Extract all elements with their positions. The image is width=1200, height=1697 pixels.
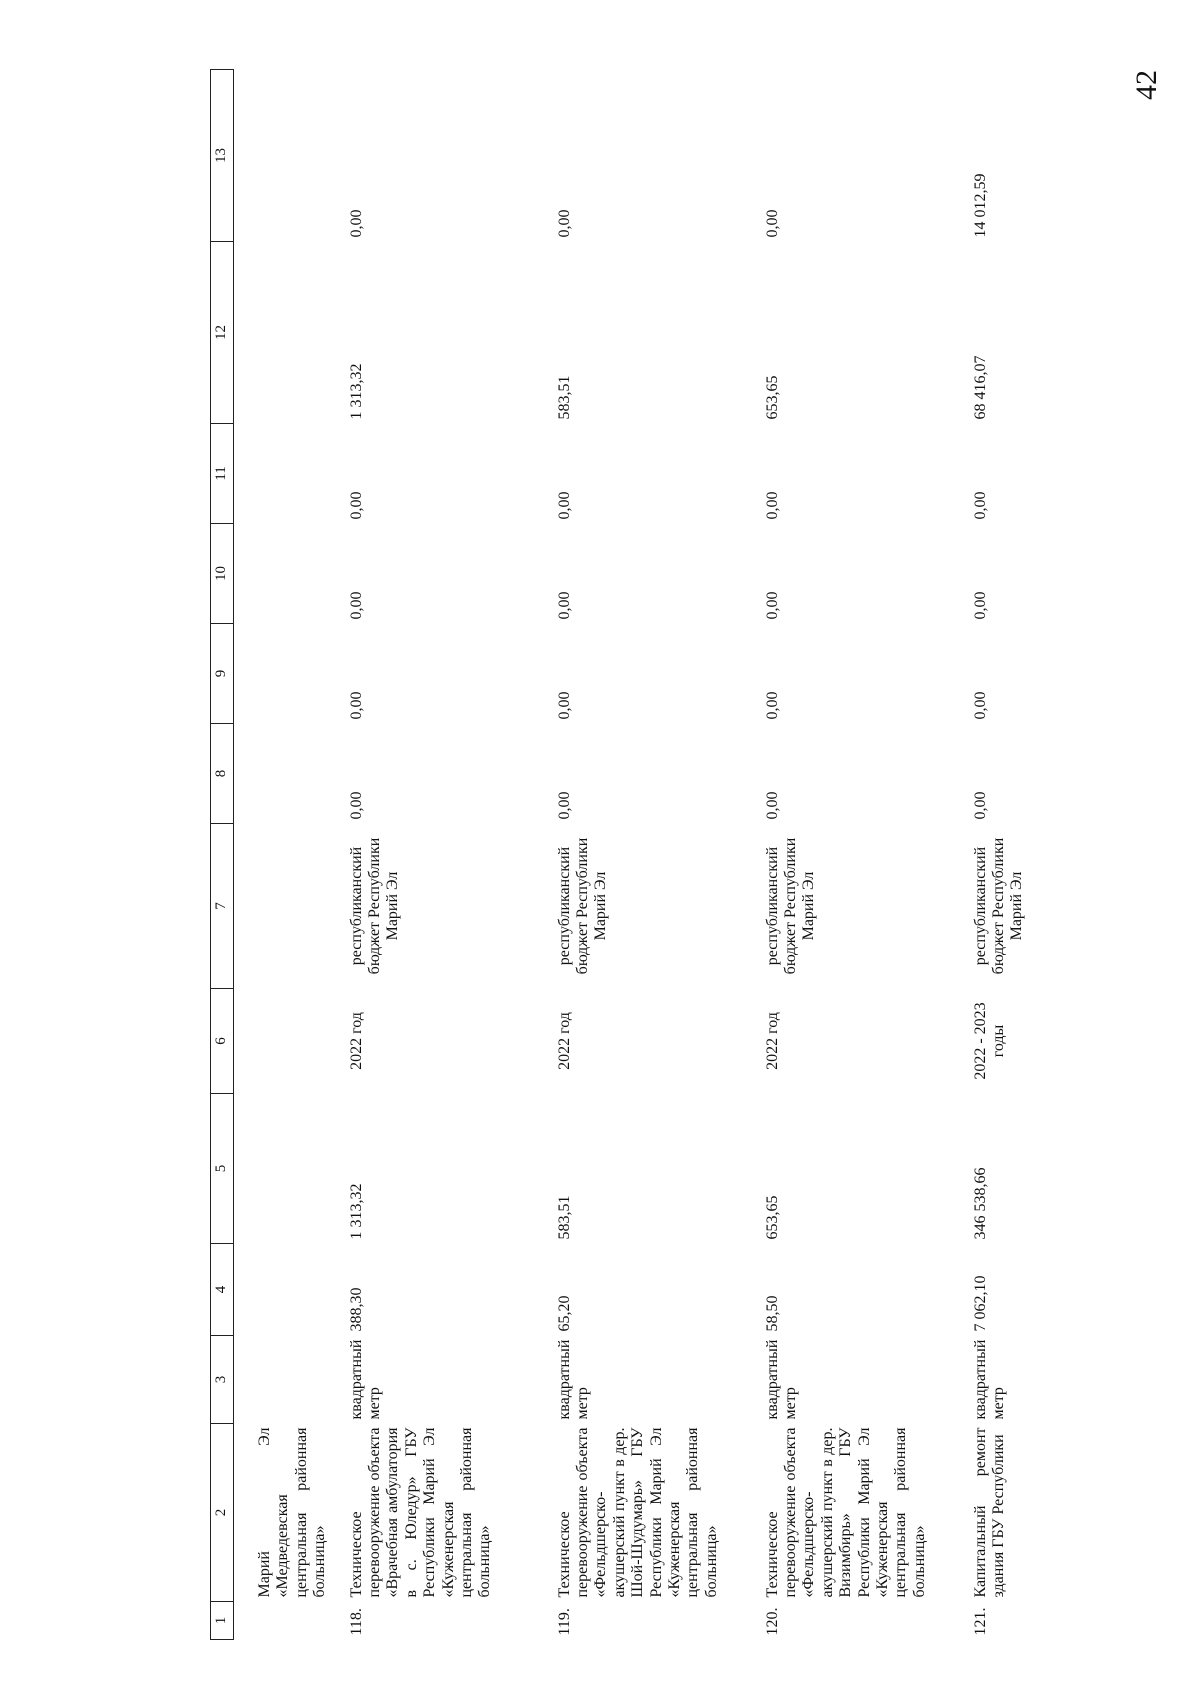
value-cell: 0,00 <box>555 691 573 720</box>
object-name: Техническое перевооружение объекта «Фельдшерско-акушерский пункт в дер. Шой-Шудумарь» ГБУ Республики Марий Эл «Куженерская центральная районная больница» <box>555 1427 720 1598</box>
value-cell <box>234 624 338 724</box>
value-cell: 0,00 <box>347 691 365 720</box>
value-cell: 388,30 <box>347 1287 365 1332</box>
value-cell <box>234 1094 338 1244</box>
value-cell: 0,00 <box>347 491 365 520</box>
column-number: 1 <box>211 1602 234 1640</box>
source-cell: республиканский бюджет Республики Марий Эл <box>763 837 818 975</box>
value-cell: 0,00 <box>763 209 781 238</box>
value-cell <box>234 242 338 424</box>
column-number: 6 <box>211 989 234 1094</box>
value-cell: 583,51 <box>555 375 573 420</box>
value-cell: 0,00 <box>763 691 781 720</box>
page-number: 42 <box>1130 70 1163 100</box>
table-row <box>338 70 546 1640</box>
period-cell: 2022 год <box>347 1012 365 1070</box>
row-number: 119. <box>555 1608 573 1636</box>
value-cell: 653,65 <box>763 375 781 420</box>
value-cell: 0,00 <box>763 491 781 520</box>
value-cell: 14 012,59 <box>971 173 989 238</box>
column-number: 5 <box>211 1094 234 1244</box>
table-row <box>962 70 1040 1640</box>
value-cell: 0,00 <box>555 491 573 520</box>
value-cell: 68 416,07 <box>971 355 989 420</box>
value-cell <box>234 724 338 824</box>
row-number: 118. <box>347 1608 365 1636</box>
rotated-table-container <box>210 70 1026 1640</box>
table-row <box>754 70 962 1640</box>
unit-cell: квадратный метр <box>555 1339 591 1420</box>
unit-cell <box>234 1336 338 1424</box>
value-cell: 0,00 <box>763 591 781 620</box>
table-row <box>546 70 754 1640</box>
column-number: 10 <box>211 524 234 624</box>
object-name: Марий Эл «Медведевская центральная районная больница» <box>256 1427 329 1598</box>
value-cell: 1 313,32 <box>347 363 365 420</box>
value-cell: 1 313,32 <box>347 1183 365 1240</box>
object-name: Техническое перевооружение объекта «Врачебная амбулатория в с. Юледур» ГБУ Республики Марий Эл «Куженерская центральная районная больница» <box>347 1427 494 1598</box>
source-cell: республиканский бюджет Республики Марий Эл <box>555 837 610 975</box>
row-number: 121. <box>971 1607 989 1636</box>
value-cell: 0,00 <box>971 791 989 820</box>
object-name: Техническое перевооружение объекта «Фельдшерско-акушерский пункт в дер. Визимбирь» ГБУ Республики Марий Эл «Куженерская центральная районная больница» <box>763 1427 928 1598</box>
value-cell: 0,00 <box>555 591 573 620</box>
unit-cell: квадратный метр <box>347 1339 383 1420</box>
column-number: 13 <box>211 70 234 242</box>
value-cell: 0,00 <box>971 491 989 520</box>
value-cell: 58,50 <box>763 1295 781 1332</box>
period-cell: 2022 - 2023 годы <box>971 1002 1007 1080</box>
column-number: 4 <box>211 1244 234 1336</box>
value-cell <box>234 524 338 624</box>
value-cell <box>234 1244 338 1336</box>
unit-cell: квадратный метр <box>971 1339 1007 1420</box>
period-cell: 2022 год <box>555 1012 573 1070</box>
value-cell: 0,00 <box>347 591 365 620</box>
value-cell: 346 538,66 <box>971 1167 989 1240</box>
value-cell <box>234 424 338 524</box>
source-cell <box>234 824 338 989</box>
column-number: 9 <box>211 624 234 724</box>
column-number: 7 <box>211 824 234 989</box>
source-cell: республиканский бюджет Республики Марий Эл <box>971 837 1026 975</box>
value-cell: 65,20 <box>555 1295 573 1332</box>
value-cell: 0,00 <box>971 691 989 720</box>
value-cell: 0,00 <box>971 591 989 620</box>
data-table <box>210 69 1040 1640</box>
period-cell <box>234 989 338 1094</box>
value-cell: 7 062,10 <box>971 1275 989 1332</box>
object-name: Капитальный ремонт здания ГБУ Республики <box>971 1427 1007 1598</box>
table-row <box>234 70 338 1640</box>
value-cell: 653,65 <box>763 1195 781 1240</box>
value-cell: 583,51 <box>555 1195 573 1240</box>
column-number: 11 <box>211 424 234 524</box>
column-number: 12 <box>211 242 234 424</box>
period-cell: 2022 год <box>763 1012 781 1070</box>
unit-cell: квадратный метр <box>763 1339 799 1420</box>
row-number <box>234 1602 338 1640</box>
source-cell: республиканский бюджет Республики Марий Эл <box>347 837 402 975</box>
column-number: 3 <box>211 1336 234 1424</box>
value-cell <box>234 70 338 242</box>
value-cell: 0,00 <box>763 791 781 820</box>
value-cell: 0,00 <box>555 791 573 820</box>
column-number: 2 <box>211 1424 234 1602</box>
row-number: 120. <box>763 1607 781 1636</box>
value-cell: 0,00 <box>347 791 365 820</box>
value-cell: 0,00 <box>555 209 573 238</box>
column-number: 8 <box>211 724 234 824</box>
column-number-row <box>211 70 234 1640</box>
value-cell: 0,00 <box>347 209 365 238</box>
